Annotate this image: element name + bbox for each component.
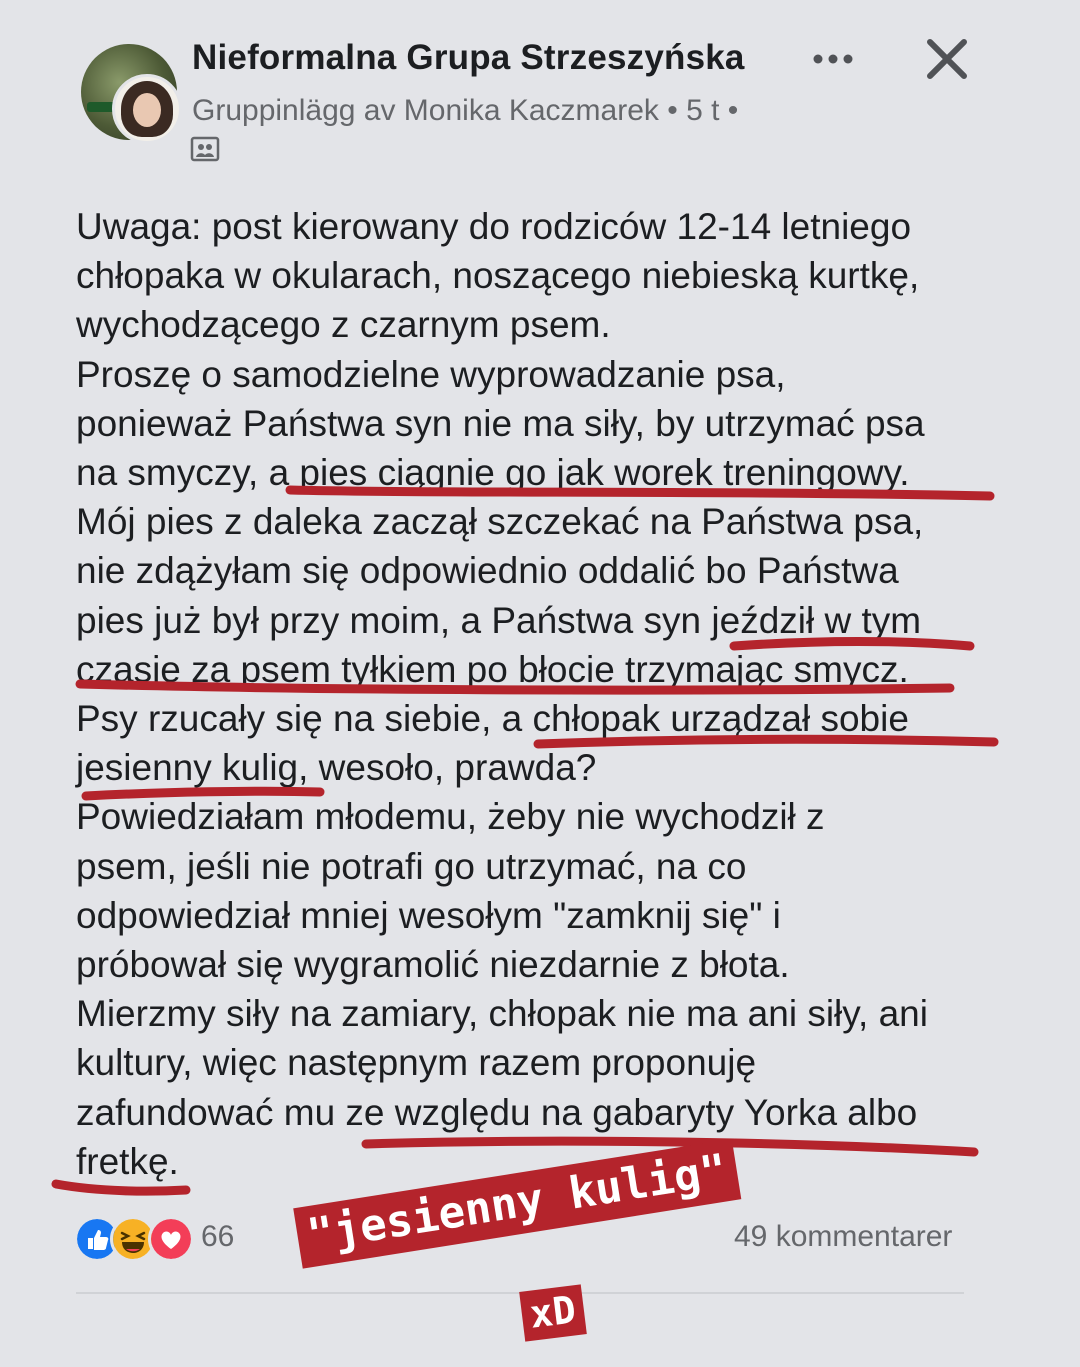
post-line: Powiedziałam młodemu, żeby nie wychodził z bbox=[76, 796, 825, 838]
comments-count-link[interactable]: 49 kommentarer bbox=[734, 1220, 953, 1253]
post-line: Proszę o samodzielne wyprowadzanie psa, bbox=[76, 353, 786, 395]
group-members-icon bbox=[190, 134, 220, 164]
post-text bbox=[76, 202, 1036, 1186]
post-line: odpowiedział mniej wesołym "zamknij się" i bbox=[76, 894, 781, 936]
love-icon bbox=[148, 1216, 194, 1262]
group-name[interactable]: Nieformalna Grupa Strzeszyńska bbox=[192, 38, 745, 77]
post-line: na smyczy, a pies ciągnie go jak worek treningowy. bbox=[76, 452, 910, 494]
post-line: psem, jeśli nie potrafi go utrzymać, na co bbox=[76, 845, 747, 887]
quote-sticker: "jesienny kulig" bbox=[293, 1139, 741, 1269]
user-avatar[interactable] bbox=[112, 74, 182, 144]
post-line: jesienny kulig, wesoło, prawda? bbox=[76, 747, 597, 789]
post-line: Psy rzucały się na siebie, a chłopak urządzał sobie bbox=[76, 698, 909, 740]
post-meta: Gruppinlägg av Monika Kaczmarek • 5 t • bbox=[192, 94, 739, 127]
reaction-count[interactable]: 66 bbox=[201, 1220, 235, 1253]
post-header bbox=[0, 0, 1080, 170]
post-line: czasie za psem tyłkiem po błocie trzymając smycz. bbox=[76, 648, 909, 690]
post-line: próbował się wygramolić niezdarnie z błota. bbox=[76, 944, 790, 986]
post-line: nie zdążyłam się odpowiednio oddalić bo Państwa bbox=[76, 550, 899, 592]
post-line: Mój pies z daleka zaczął szczekać na Państwa psa, bbox=[76, 501, 924, 543]
post-line: kultury, więc następnym razem proponuję bbox=[76, 1042, 757, 1084]
post-line: Uwaga: post kierowany do rodziców 12-14 letniego bbox=[76, 206, 912, 247]
laugh-sticker: xD bbox=[519, 1284, 586, 1341]
close-icon[interactable] bbox=[920, 32, 974, 86]
post-line: chłopaka w okularach, noszącego niebieską kurtkę, bbox=[76, 255, 920, 297]
post-line: zafundować mu ze względu na gabaryty Yorka albo bbox=[76, 1091, 918, 1133]
post-line: Mierzmy siły na zamiary, chłopak nie ma ani siły, ani bbox=[76, 993, 928, 1035]
post-line: wychodzącego z czarnym psem. bbox=[76, 304, 611, 346]
post-line: pies już był przy moim, a Państwa syn jeździł w tym bbox=[76, 599, 922, 641]
post-line: fretkę. bbox=[76, 1140, 179, 1182]
more-dots-icon[interactable] bbox=[808, 34, 858, 84]
post-line: ponieważ Państwa syn nie ma siły, by utrzymać psa bbox=[76, 402, 925, 444]
